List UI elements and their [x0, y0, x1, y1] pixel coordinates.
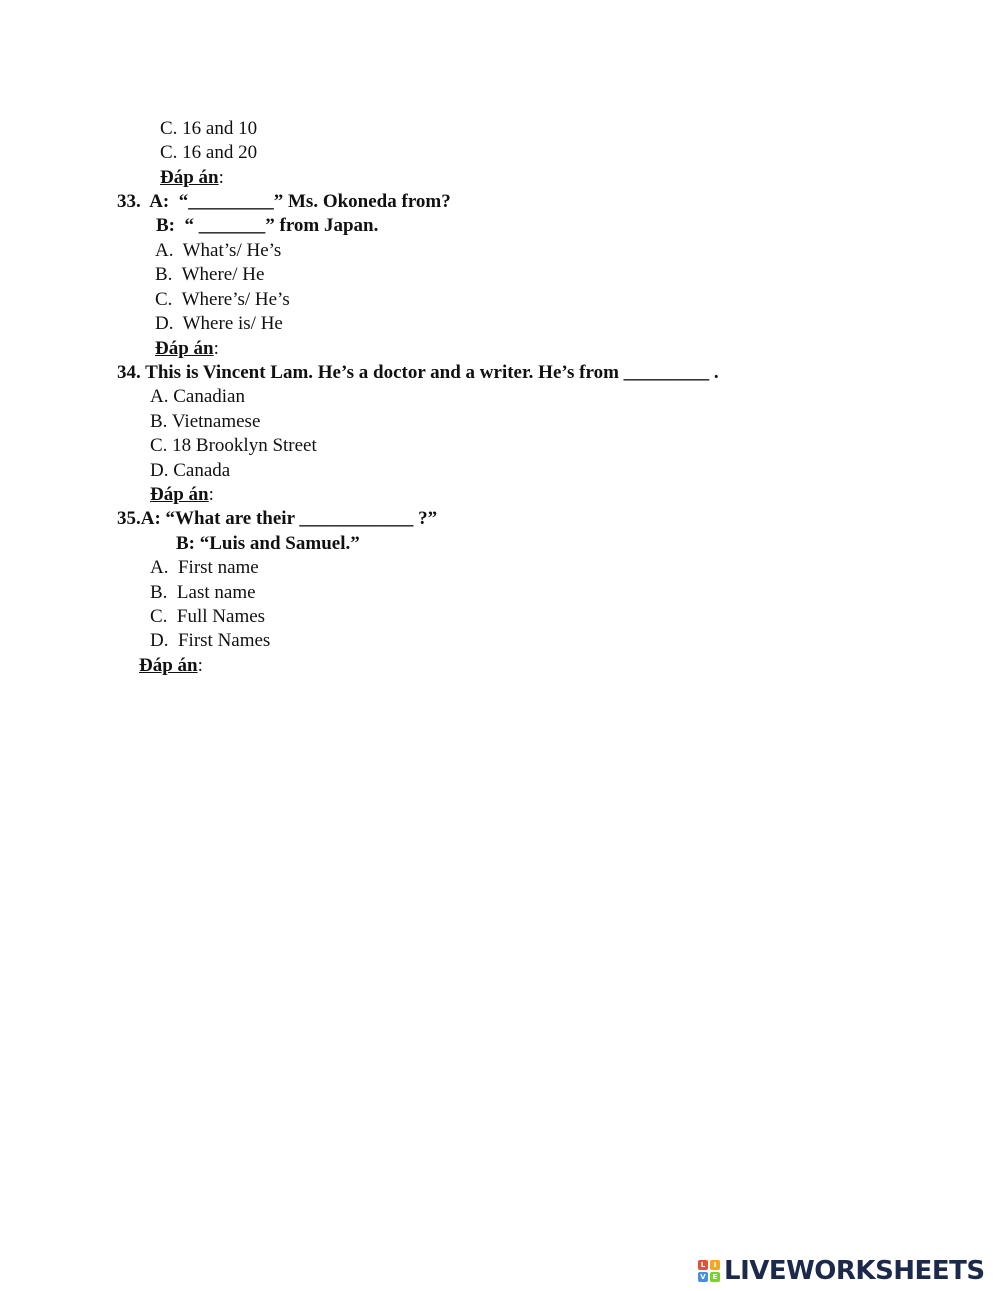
q33-option-c: C. Where’s/ He’s — [155, 289, 290, 310]
q32-option-c2: C. 16 and 20 — [160, 142, 258, 163]
q34-question: 34. This is Vincent Lam. He’s a doctor and a writer. He’s from _________ . — [117, 362, 719, 383]
q35-option-a: A. First name — [150, 557, 259, 578]
liveworksheets-logo — [698, 1256, 985, 1286]
q34-option-c: C. 18 Brooklyn Street — [150, 435, 317, 456]
q35-line-b: B: “Luis and Samuel.” — [176, 533, 360, 554]
q35-option-b: B. Last name — [150, 582, 256, 603]
q34-option-b: B. Vietnamese — [150, 411, 261, 432]
q35-answer[interactable]: Đáp án: — [139, 655, 203, 676]
q32-answer-label: Đáp án — [160, 167, 219, 188]
q33-line-b: B: “ _______” from Japan. — [156, 215, 379, 236]
q33-line-a: 33. A: “_________” Ms. Okoneda from? — [117, 191, 451, 212]
logo-tile-v: V — [698, 1272, 708, 1282]
logo-text: LIVEWORKSHEETS — [724, 1256, 985, 1286]
logo-tile-e: E — [710, 1272, 720, 1282]
q33-answer-label: Đáp án — [155, 338, 214, 359]
q34-answer[interactable]: Đáp án: — [150, 484, 214, 505]
q33-option-d: D. Where is/ He — [155, 313, 283, 334]
q35-option-d: D. First Names — [150, 630, 271, 651]
q33-option-b: B. Where/ He — [155, 264, 265, 285]
logo-tile-i: I — [710, 1260, 720, 1270]
q33-option-a: A. What’s/ He’s — [155, 240, 282, 261]
q34-option-a: A. Canadian — [150, 386, 245, 407]
logo-mark-icon — [698, 1260, 720, 1282]
q34-answer-label: Đáp án — [150, 484, 209, 505]
q35-answer-label: Đáp án — [139, 655, 198, 676]
q35-option-c: C. Full Names — [150, 606, 266, 627]
q32-answer[interactable]: Đáp án: — [160, 167, 224, 188]
q34-option-d: D. Canada — [150, 460, 231, 481]
q35-line-a: 35.A: “What are their ____________ ?” — [117, 508, 438, 529]
q33-answer[interactable]: Đáp án: — [155, 338, 219, 359]
logo-tile-l: L — [698, 1260, 708, 1270]
q32-option-c1: C. 16 and 10 — [160, 118, 258, 139]
